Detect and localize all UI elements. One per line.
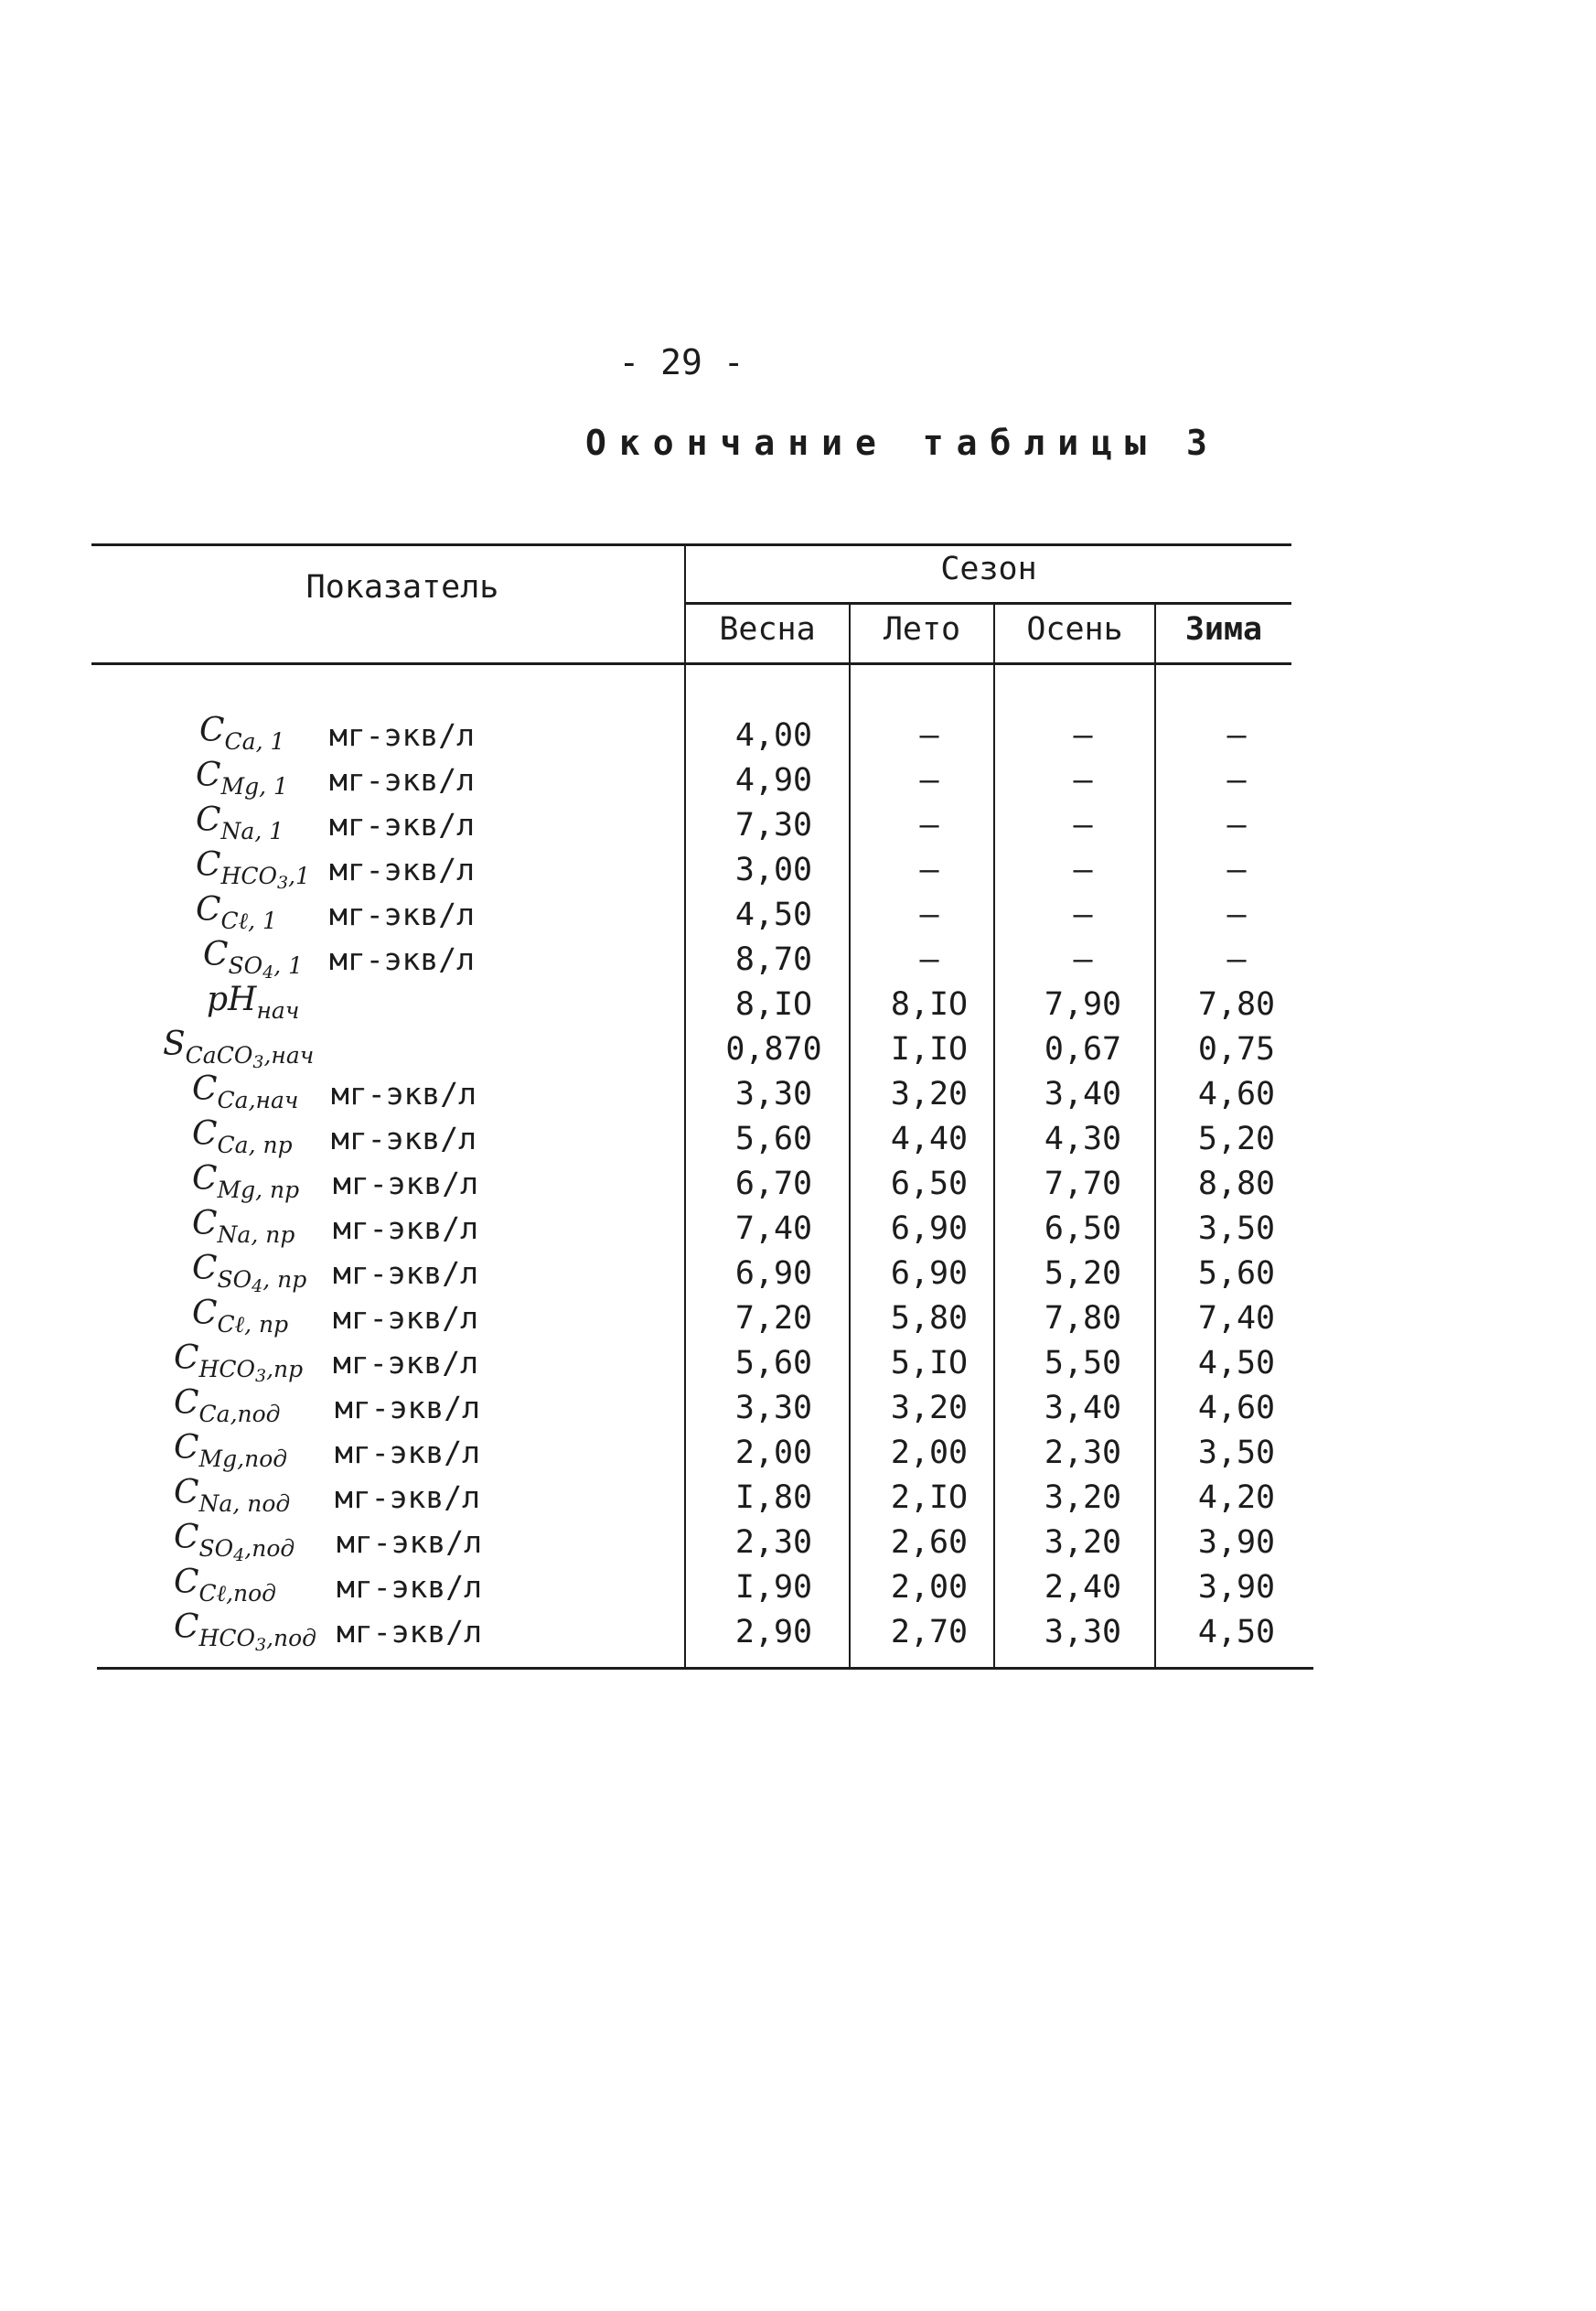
indicator-subscript-index: 4 [252,1275,263,1296]
indicator-base: C [192,1205,218,1242]
table-cell: 2,00 [734,1435,813,1471]
table-cell: 3,40 [1044,1390,1122,1426]
indicator-subscript-main: Ca,под [198,1400,281,1427]
table-cell: 6,50 [1044,1210,1122,1247]
table-row [0,1384,1596,1429]
unit-label: мг-экв/л [329,807,475,843]
table-cell: 7,30 [734,807,813,844]
table-row [0,1519,1596,1564]
table-row [0,1429,1596,1474]
indicator-subscript [199,1401,281,1427]
table-cell: – [919,897,939,933]
indicator-subscript-main: HCO [198,1355,255,1382]
table-cell: 2,30 [734,1524,813,1561]
table-row [0,1115,1596,1160]
indicator-subscript-main: Cℓ,под [198,1579,277,1607]
indicator-subscript-main: Ca, пр [217,1131,293,1158]
table-cell: I,IO [890,1031,969,1068]
table-cell: I,90 [734,1569,813,1606]
indicator-subscript-index: 3 [276,872,289,893]
indicator-base: C [196,846,221,884]
unit-label: мг-экв/л [333,1210,478,1246]
table-cell: – [1226,897,1247,933]
indicator-subscript [198,1355,304,1386]
table-cell: 0,67 [1044,1031,1122,1068]
indicator-subscript-main: HCO [220,862,277,889]
table-top-rule [91,543,1291,546]
indicator-subscript-main: Ca,нач [217,1086,299,1113]
indicator-base: C [174,1339,199,1377]
table-cell: – [1073,807,1093,844]
indicator-subscript-index: 3 [252,1051,264,1072]
table-cell: 3,00 [734,852,813,888]
indicator-base: C [174,1429,199,1467]
unit-label: мг-экв/л [335,1390,480,1425]
table-cell: 3,50 [1197,1210,1276,1247]
indicator-subscript-main: Mg, 1 [220,772,288,800]
table-cell: 4,90 [734,762,813,799]
header-spring: Весна [719,611,816,648]
table-row [0,1160,1596,1205]
unit-label: мг-экв/л [333,1345,478,1381]
table-cell: 3,50 [1197,1435,1276,1471]
table-cell: 2,30 [1044,1435,1122,1471]
table-cell: 5,20 [1197,1121,1276,1157]
table-cell: 3,40 [1044,1076,1122,1113]
indicator-symbol [192,1205,295,1248]
indicator-subscript [198,1624,317,1655]
indicator-subscript-main: SO [198,1534,234,1562]
header-summer: Лето [883,611,961,648]
table-row [0,1474,1596,1519]
caption-text: Окончание таблицы [585,423,1159,463]
unit-label: мг-экв/л [337,1524,482,1560]
indicator-subscript-index: 3 [254,1634,267,1655]
unit-label: мг-экв/л [335,1479,480,1515]
indicator-symbol [192,1070,298,1113]
unit-label: мг-экв/л [329,717,475,753]
table-cell: 3,30 [734,1076,813,1113]
unit-label: мг-экв/л [331,1121,477,1156]
table-row [0,1339,1596,1384]
table-cell: – [919,941,939,978]
indicator-subscript-tail: ,под [266,1624,317,1651]
unit-label: мг-экв/л [333,1300,478,1336]
indicator-base: C [174,1608,199,1646]
indicator-base: C [203,936,229,973]
indicator-base: C [174,1519,199,1556]
table-row [0,846,1596,891]
table-cell: 6,90 [890,1255,969,1292]
indicator-symbol [192,1250,306,1296]
table-cell: 3,20 [890,1076,969,1113]
indicator-symbol [203,936,303,983]
indicator-subscript-main: Cℓ, 1 [220,907,277,934]
table-row [0,757,1596,801]
table-cell: 4,20 [1197,1479,1276,1516]
indicator-symbol [174,1429,287,1472]
header-season-rule [684,602,1291,605]
unit-label: мг-экв/л [337,1569,482,1605]
table-cell: 4,40 [890,1121,969,1157]
indicator-symbol [174,1608,316,1655]
table-cell: 7,80 [1197,986,1276,1023]
indicator-symbol [174,1564,276,1607]
indicator-symbol [196,846,310,893]
header-bottom-rule [91,662,1291,665]
indicator-base: S [163,1026,186,1063]
table-cell: 5,60 [1197,1255,1276,1292]
table-cell: 3,90 [1197,1569,1276,1606]
indicator-symbol [196,757,288,800]
table-cell: 4,50 [1197,1614,1276,1650]
table-cell: – [1073,941,1093,978]
indicator-subscript [199,1580,277,1607]
table-cell: 8,70 [734,941,813,978]
table-cell: 2,00 [890,1569,969,1606]
table-cell: 0,75 [1197,1031,1276,1068]
indicator-subscript [221,773,288,800]
page-number: - 29 - [618,342,744,382]
indicator-subscript-main: Na, под [198,1489,291,1517]
header-indicator: Показатель [305,569,499,606]
unit-label: мг-экв/л [331,1076,477,1112]
indicator-symbol [174,1519,295,1565]
table-row [0,1205,1596,1250]
indicator-base: C [174,1474,199,1511]
table-cell: 5,50 [1044,1345,1122,1381]
table-cell: 5,60 [734,1121,813,1157]
table-cell: – [1226,852,1247,888]
indicator-subscript [228,951,304,983]
unit-label: мг-экв/л [329,897,475,932]
table-cell: – [1226,717,1247,754]
table-row [0,1295,1596,1339]
unit-label: мг-экв/л [329,852,475,887]
unit-label: мг-экв/л [333,1255,478,1291]
indicator-subscript [218,1177,300,1203]
table-cell: – [1073,852,1093,888]
indicator-symbol [199,712,284,755]
table-row [0,981,1596,1026]
indicator-subscript [199,1490,291,1517]
table-cell: – [1226,762,1247,799]
indicator-symbol [196,891,277,935]
table-cell: 7,40 [1197,1300,1276,1337]
table-cell: 2,70 [890,1614,969,1650]
indicator-symbol [163,1026,314,1072]
table-row [0,1564,1596,1608]
indicator-symbol [192,1115,293,1158]
indicator-base: C [192,1295,218,1332]
table-cell: – [1226,807,1247,844]
table-cell: 4,00 [734,717,813,754]
indicator-subscript-main: Mg, пр [217,1176,300,1203]
table-row [0,1026,1596,1070]
table-cell: 5,80 [890,1300,969,1337]
table-cell: 5,IO [890,1345,969,1381]
indicator-subscript [199,1446,288,1472]
indicator-subscript-main: Na, 1 [220,817,284,844]
indicator-subscript [256,997,299,1024]
indicator-symbol [207,981,299,1024]
table-cell: 3,20 [1044,1524,1122,1561]
table-cell: 4,30 [1044,1121,1122,1157]
unit-label: мг-экв/л [337,1614,482,1650]
indicator-base: C [174,1384,199,1422]
indicator-base: C [192,1250,218,1287]
indicator-subscript-tail: ,нач [263,1041,315,1069]
table-cell: 2,40 [1044,1569,1122,1606]
indicator-base: C [196,801,221,839]
indicator-base: pH [207,981,257,1018]
indicator-symbol [196,801,284,844]
indicator-subscript [218,1087,299,1113]
table-cell: – [1073,762,1093,799]
indicator-symbol [174,1339,303,1386]
table-cell: 6,50 [890,1166,969,1202]
table-row [0,1608,1596,1653]
table-bottom-rule [97,1667,1313,1670]
table-cell: 3,30 [1044,1614,1122,1650]
indicator-symbol [174,1474,290,1517]
indicator-subscript [218,1311,289,1338]
indicator-base: C [199,712,225,749]
indicator-subscript-tail: ,под [244,1534,295,1562]
table-row [0,801,1596,846]
table-cell: 4,60 [1197,1390,1276,1426]
table-cell: 7,20 [734,1300,813,1337]
indicator-subscript [221,818,284,844]
indicator-subscript [220,862,310,893]
table-cell: 3,30 [734,1390,813,1426]
table-row [0,712,1596,757]
table-cell: 3,20 [890,1390,969,1426]
header-winter: Зима [1184,611,1263,648]
indicator-subscript-tail: , пр [262,1265,307,1293]
indicator-base: C [196,891,221,929]
table-cell: 2,60 [890,1524,969,1561]
indicator-base: C [192,1160,218,1198]
indicator-subscript-main: SO [228,951,263,979]
unit-label: мг-экв/л [329,762,475,798]
table-cell: I,80 [734,1479,813,1516]
table-cell: 3,20 [1044,1479,1122,1516]
table-cell: 2,90 [734,1614,813,1650]
table-cell: 3,90 [1197,1524,1276,1561]
indicator-base: C [192,1070,218,1108]
table-cell: 4,60 [1197,1076,1276,1113]
table-caption [585,423,1207,463]
table-cell: – [1073,717,1093,754]
indicator-subscript-tail: ,пр [266,1355,304,1382]
table-cell: 8,IO [890,986,969,1023]
indicator-symbol [174,1384,281,1427]
indicator-subscript [185,1041,315,1072]
table-cell: 2,00 [890,1435,969,1471]
table-cell: – [919,807,939,844]
table-cell: – [919,717,939,754]
indicator-subscript-main: Mg,под [198,1445,288,1472]
table-cell: 7,80 [1044,1300,1122,1337]
table-cell: 4,50 [734,897,813,933]
table-cell: 7,90 [1044,986,1122,1023]
indicator-subscript-main: Cℓ, пр [217,1310,289,1338]
table-cell: 0,870 [725,1031,822,1068]
indicator-symbol [192,1295,288,1338]
table-cell: 5,20 [1044,1255,1122,1292]
table-cell: – [1073,897,1093,933]
indicator-subscript-main: Ca, 1 [224,727,285,755]
indicator-subscript [225,728,285,755]
unit-label: мг-экв/л [335,1435,480,1470]
indicator-subscript-main: CaCO [185,1041,253,1069]
header-season: Сезон [940,551,1037,587]
header-autumn: Осень [1026,611,1123,648]
indicator-subscript [221,908,277,934]
unit-label: мг-экв/л [329,941,475,977]
indicator-subscript-main: SO [217,1265,252,1293]
indicator-subscript-main: HCO [198,1624,255,1651]
table-cell: 8,80 [1197,1166,1276,1202]
indicator-base: C [174,1564,199,1601]
indicator-subscript [217,1265,307,1296]
table-cell: 6,70 [734,1166,813,1202]
indicator-subscript-main: нач [256,996,300,1024]
table-cell: 2,IO [890,1479,969,1516]
table-cell: – [919,852,939,888]
caption-number: 3 [1185,423,1207,463]
indicator-subscript [198,1534,295,1565]
table-row [0,1250,1596,1295]
table-cell: 4,50 [1197,1345,1276,1381]
table-cell: 6,90 [890,1210,969,1247]
table-row [0,1070,1596,1115]
table-cell: 7,70 [1044,1166,1122,1202]
indicator-base: C [192,1115,218,1153]
table-cell: – [919,762,939,799]
indicator-subscript-main: Na, пр [217,1220,295,1248]
indicator-subscript-tail: , 1 [273,951,304,979]
indicator-subscript-index: 3 [254,1365,267,1386]
unit-label: мг-экв/л [333,1166,478,1201]
table-cell: – [1226,941,1247,978]
indicator-subscript [218,1132,293,1158]
indicator-symbol [192,1160,299,1203]
indicator-subscript-tail: ,1 [288,862,310,889]
indicator-base: C [196,757,221,794]
table-cell: 6,90 [734,1255,813,1292]
indicator-subscript-index: 4 [233,1544,245,1565]
table-row [0,891,1596,936]
indicator-subscript-index: 4 [262,962,274,983]
table-cell: 5,60 [734,1345,813,1381]
table-cell: 8,IO [734,986,813,1023]
indicator-subscript [218,1221,295,1248]
table-cell: 7,40 [734,1210,813,1247]
table-row [0,936,1596,981]
